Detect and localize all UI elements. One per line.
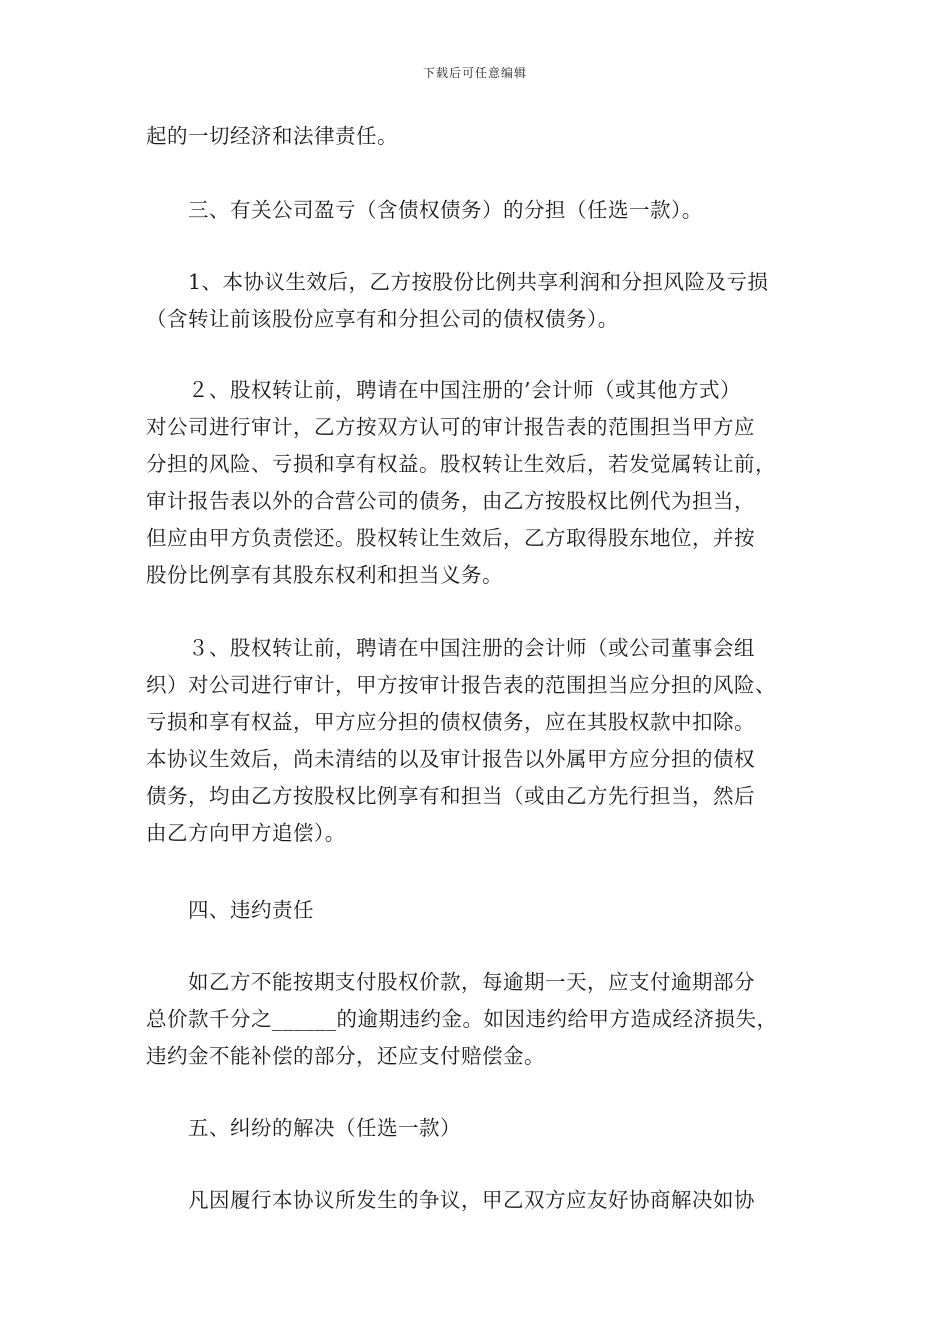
item-3-paragraph — [146, 630, 814, 852]
text-line: 如乙方不能按期支付股权价款，每逾期一天，应支付逾期部分 — [146, 970, 755, 994]
text-line: 亏损和享有权益，甲方应分担的债权债务，应在其股权款中扣除。 — [146, 710, 755, 734]
text-line: ２、股权转让前，聘请在中国注册的’会计师（或其他方式） — [146, 378, 742, 402]
text-line: 四、违约责任 — [146, 898, 314, 922]
text-line: 审计报告表以外的合营公司的债务，由乙方按股权比例代为担当， — [146, 489, 755, 513]
section-4-paragraph — [146, 964, 814, 1075]
para-continued — [146, 118, 814, 155]
section-5-heading — [146, 1110, 814, 1147]
text-line: 分担的风险、亏损和享有权益。股权转让生效后，若发觉属转让前， — [146, 452, 776, 476]
text-line: （含转让前该股份应享有和分担公司的债权债务）。 — [146, 307, 619, 331]
text-line: 凡因履行本协议所发生的争议，甲乙双方应友好协商解决如协 — [146, 1188, 755, 1212]
text-line: 起的一切经济和法律责任。 — [146, 124, 398, 148]
text-line: 总价款千分之______的逾期违约金。如因违约给甲方造成经济损失， — [146, 1007, 778, 1031]
page-header-note: 下载后可任意编辑 — [422, 66, 527, 80]
item-2-paragraph — [146, 372, 814, 594]
text-line: 债务，均由乙方按股权比例享有和担当（或由乙方先行担当，然后 — [146, 784, 755, 808]
text-line: 五、纠纷的解决（任选一款） — [146, 1116, 461, 1140]
text-line: 对公司进行审计，乙方按双方认可的审计报告表的范围担当甲方应 — [146, 415, 755, 439]
text-line: 1、本协议生效后，乙方按股份比例共享利润和分担风险及亏损 — [146, 270, 769, 294]
text-line: ３、股权转让前，聘请在中国注册的会计师（或公司董事会组 — [146, 636, 755, 660]
section-4-heading — [146, 892, 814, 929]
section-3-heading — [146, 192, 814, 229]
text-line: 但应由甲方负责偿还。股权转让生效后，乙方取得股东地位，并按 — [146, 526, 755, 550]
text-line: 本协议生效后，尚未清结的以及审计报告以外属甲方应分担的债权 — [146, 747, 755, 771]
text-line: 三、有关公司盈亏（含债权债务）的分担（任选一款）。 — [146, 198, 703, 222]
section-5-paragraph — [146, 1182, 814, 1219]
text-line: 织）对公司进行审计，甲方按审计报告表的范围担当应分担的风险、 — [146, 673, 776, 697]
text-line: 违约金不能补偿的部分，还应支付赔偿金。 — [146, 1044, 545, 1068]
text-line: 由乙方向甲方追偿）。 — [146, 821, 346, 845]
item-1-paragraph — [146, 264, 814, 338]
text-line: 股份比例享有其股东权利和担当义务。 — [146, 563, 503, 587]
